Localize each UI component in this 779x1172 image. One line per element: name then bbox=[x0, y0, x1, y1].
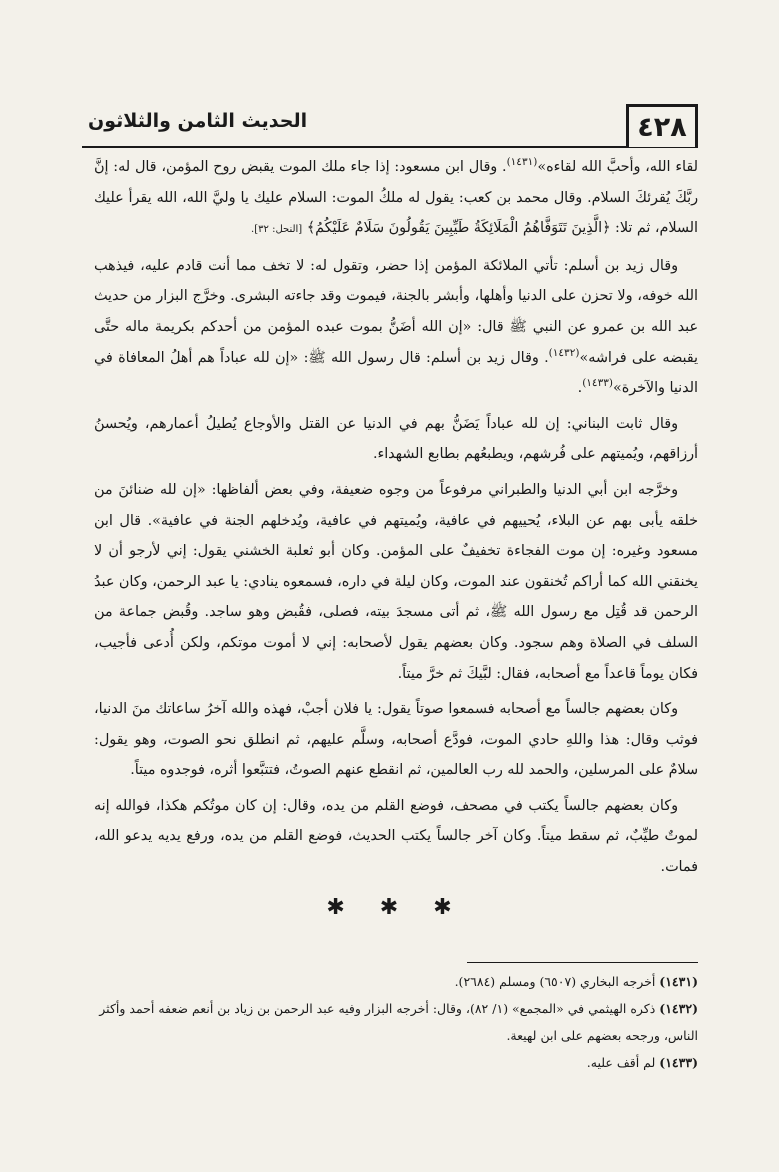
footnote: (١٤٣٣) لم أقف عليه. bbox=[586, 1055, 698, 1070]
section-separator: ✱ ✱ ✱ bbox=[326, 894, 466, 920]
footnotes bbox=[94, 968, 698, 1076]
page-number: ٤٢٨ bbox=[626, 104, 698, 147]
running-title: الحديث الثامن والثلاثون bbox=[88, 110, 308, 132]
footnote-marker: (١٤٣٣) bbox=[582, 377, 613, 390]
paragraph: وكان بعضهم جالساً يكتب في مصحف، فوضع القلم من يده، وقال: إن كان موتُكم هكذا، فوالله إنه لموتٌ طيِّبٌ، ثم سقط ميتاً. وكان آخر جالساً يكتب الحديث، فوضع القلم من يده، ورفع يديه يدعو الله، فمات. bbox=[94, 797, 698, 876]
paragraph: وخرَّجه ابن أبي الدنيا والطبراني مرفوعاً من وجوه ضعيفة، وفي بعض ألفاظها: «إن لله ضنائنَ من خلقه يأبى بهم عن البلاء، يُحييهم في عافية، ويُميتهم في عافية، ويُدخلهم الجنة في عافية». قال ابن مسعود وغيره: إن موت الفجاءة تخفيفٌ على المؤمن. وكان أبو ثعلبة الخشني يقول: إني لأرجو أن لا يخنقني الله كما أراكم تُخنقون عند الموت، وكان ليلة في داره، فسمعوه ينادي: يا عبد الرحمن، وكان عبدُ الرحمن قد قُتِل مع رسول الله ﷺ، ثم أتى مسجدَ بيته، فصلى، فقُبض وهو ساجد. وقُبض جماعة من السلف في الصلاة وهم سجود. وكان بعضهم يقول لأصحابه: إني لا أموت موتكم، ولكن أُدعى فأجيب، فكان يوماً قاعداً مع أصحابه، فقال: لبَّيكَ ثم خرَّ ميتاً. bbox=[94, 481, 698, 682]
paragraph: وقال زيد بن أسلم: تأتي الملائكة المؤمن إذا حضر، وتقول له: لا تخف مما أنت قادم عليه، فيذهب الله خوفه، ولا تحزن على الدنيا وأهلها، وأبشر بالجنة، فيموت وقد جاءته البشرى. وخرَّج البزار من حديث عبد الله بن عمرو عن النبي ﷺ قال: «إن الله أضَنُّ بموت عبده المؤمن من أحدكم بكريمة ماله حتَّى يقبضه على فراشه»$^{(١٤٣٢)}$. وقال زيد بن أسلم: قال رسول الله ﷺ: «إن لله عباداً هم أهلُ المعافاة في الدنيا والآخرة»$^{(١٤٣٣)}$. bbox=[94, 257, 698, 397]
page-header bbox=[82, 98, 698, 148]
main-text bbox=[94, 152, 698, 928]
paragraph: لقاء الله، وأحبَّ الله لقاءه»$^{(١٤٣١)}$. وقال ابن مسعود: إذا جاء ملك الموت يقبض روح المؤمن، قال له: إنَّ ربَّكَ يُقرئكَ السلام. وقال محمد بن كعب: يقول له ملكُ الموت: السلام عليك يا وليَّ الله، الله يقرأ عليك السلام، ثم تلا: ﴿الَّذِينَ تَتَوَفَّاهُمُ الْمَلَائِكَةُ طَيِّبِينَ يَقُولُونَ سَلَامٌ عَلَيْكُمُ﴾ [النحل: ٣٢]. bbox=[94, 156, 698, 237]
footnote-marker: (١٤٣١) bbox=[506, 156, 538, 169]
paragraph: وكان بعضهم جالساً مع أصحابه فسمعوا صوتاً يقول: يا فلان أجبْ، فهذه والله آخرُ ساعاتك منَ الدنيا، فوثب وقال: هذا واللهِ حادي الموت، فودَّع أصحابه، وسلَّم عليهم، ثم انطلق نحو الصوت، وهو يقول: سلامٌ على المرسلين، والحمد لله رب العالمين، ثم انقطع عنهم الصوتُ، فتتبَّعوا أثره، فوجدوه ميتاً. bbox=[94, 701, 698, 779]
footnote-rule bbox=[467, 962, 698, 963]
footnote: (١٤٣٢) ذكره الهيثمي في «المجمع» (١/ ٨٢)، وقال: أخرجه البزار وفيه عبد الرحمن بن زياد بن أنعم ضعفه أحمد وأكثر الناس، ورجحه بعضهم على ابن لهيعة. bbox=[99, 1001, 698, 1043]
paragraph: وقال ثابت البناني: إن لله عباداً يَضَنُّ بهم في الدنيا عن القتل والأوجاع يُطيلُ أعمارهم، ويُحسنُ أرزاقهم، ويُميتهم على فُرشهم، ويطبعُهم بطابع الشهداء. bbox=[94, 415, 698, 463]
ayah-reference: [النحل: ٣٢]. bbox=[251, 224, 303, 236]
footnote: (١٤٣١) أخرجه البخاري (٦٥٠٧) ومسلم (٢٦٨٤). bbox=[454, 974, 698, 989]
footnote-marker: (١٤٣٢) bbox=[548, 346, 580, 359]
